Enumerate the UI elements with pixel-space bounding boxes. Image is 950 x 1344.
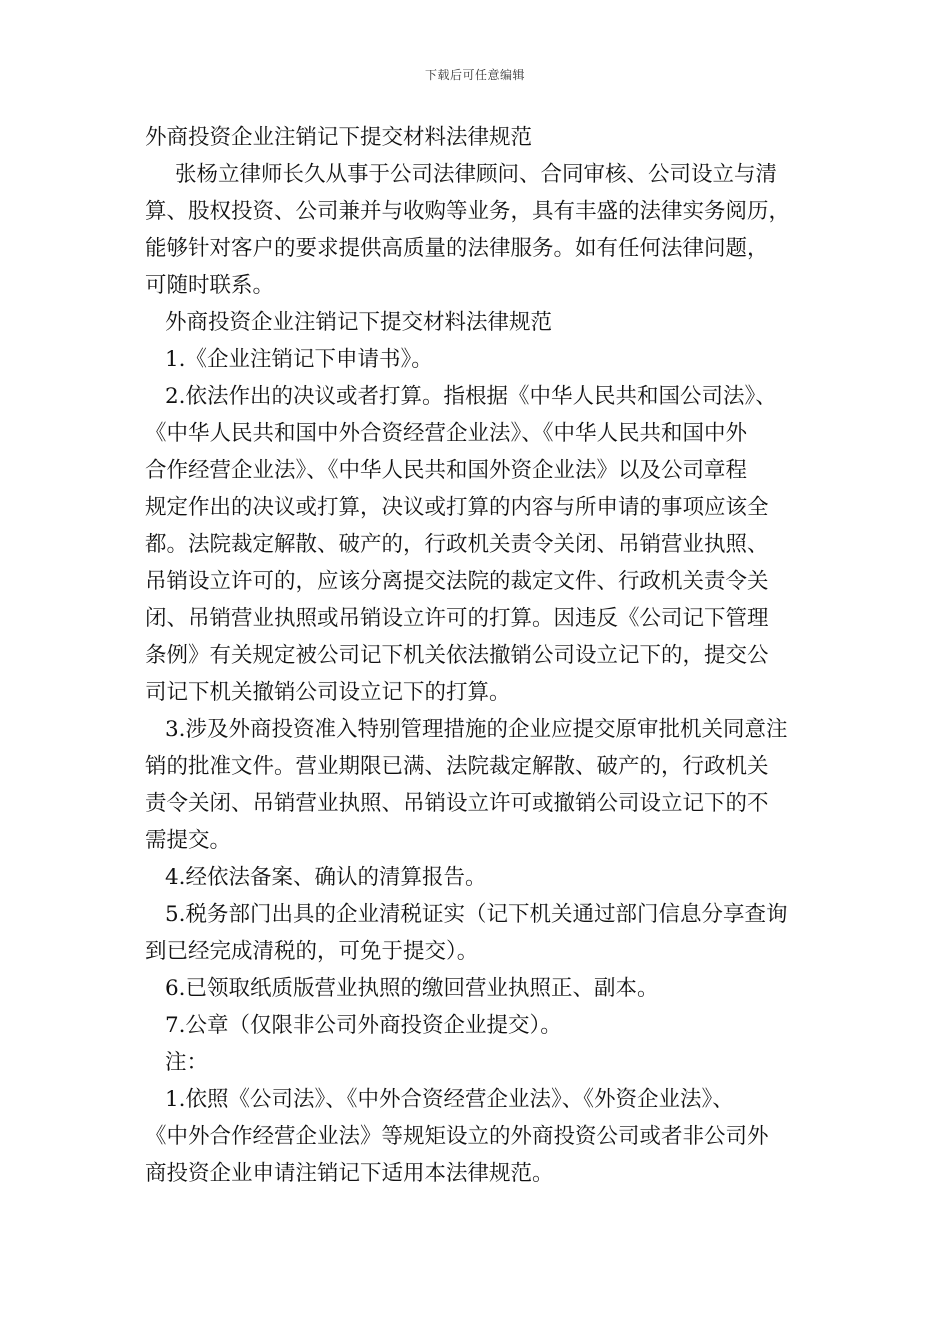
intro-line: 张杨立律师长久从事于公司法律顾问、合同审核、公司设立与清 <box>175 162 778 187</box>
item-6 <box>145 970 817 1007</box>
item-1 <box>145 341 817 378</box>
item-line: 4.经依法备案、确认的清算报告。 <box>165 865 487 890</box>
item-line: 需提交。 <box>145 828 232 853</box>
item-line: 责令关闭、吊销营业执照、吊销设立许可或撤销公司设立记下的不 <box>145 791 769 816</box>
item-5 <box>145 896 817 970</box>
item-line: 3.涉及外商投资准入特别管理措施的企业应提交原审批机关同意注 <box>165 717 788 742</box>
item-line: 都。法院裁定解散、破产的，行政机关责令关闭、吊销营业执照、 <box>145 532 769 557</box>
note-label: 注： <box>165 1050 209 1075</box>
document-title: 外商投资企业注销记下提交材料法律规范 <box>145 125 533 150</box>
intro-line: 能够针对客户的要求提供高质量的法律服务。如有任何法律问题， <box>145 236 769 261</box>
item-line: 到已经完成清税的，可免于提交）。 <box>145 939 479 964</box>
document-body <box>145 119 817 1192</box>
item-line: 2.依法作出的决议或者打算。指根据《中华人民共和国公司法》、 <box>165 384 777 409</box>
intro-line: 算、股权投资、公司兼并与收购等业务，具有丰盛的法律实务阅历， <box>145 199 791 224</box>
note-1 <box>145 1081 817 1192</box>
item-line: 吊销设立许可的，应该分离提交法院的裁定文件、行政机关责令关 <box>145 569 769 594</box>
item-line: 闭、吊销营业执照或吊销设立许可的打算。因违反《公司记下管理 <box>145 606 769 631</box>
item-line: 5.税务部门出具的企业清税证实（记下机关通过部门信息分享查询 <box>165 902 788 927</box>
item-line: 司记下机关撤销公司设立记下的打算。 <box>145 680 511 705</box>
item-line: 合作经营企业法》、《中华人民共和国外资企业法》以及公司章程 <box>145 458 748 483</box>
item-4 <box>145 859 817 896</box>
note-line: 商投资企业申请注销记下适用本法律规范。 <box>145 1161 554 1186</box>
item-line: 条例》有关规定被公司记下机关依法撤销公司设立记下的，提交公 <box>145 643 769 668</box>
item-line: 7.公章（仅限非公司外商投资企业提交）。 <box>165 1013 562 1038</box>
intro-line: 可随时联系。 <box>145 273 275 298</box>
item-line: 规定作出的决议或打算，决议或打算的内容与所申请的事项应该全 <box>145 495 769 520</box>
note-line: 1.依照《公司法》、《中外合资经营企业法》、《外资企业法》、 <box>165 1087 734 1112</box>
document-subtitle: 外商投资企业注销记下提交材料法律规范 <box>165 310 553 335</box>
intro-paragraph <box>145 156 817 304</box>
item-line: 销的批准文件。营业期限已满、法院裁定解散、破产的，行政机关 <box>145 754 769 779</box>
note-line: 《中外合作经营企业法》等规矩设立的外商投资公司或者非公司外 <box>145 1124 769 1149</box>
item-2 <box>145 378 817 711</box>
page-header-note: 下载后可任意编辑 <box>424 68 525 82</box>
item-line: 6.已领取纸质版营业执照的缴回营业执照正、副本。 <box>165 976 659 1001</box>
item-7 <box>145 1007 817 1044</box>
item-3 <box>145 711 817 859</box>
item-line: 《中华人民共和国中外合资经营企业法》、《中华人民共和国中外 <box>145 421 748 446</box>
item-line: 1.《企业注销记下申请书》。 <box>165 347 433 372</box>
